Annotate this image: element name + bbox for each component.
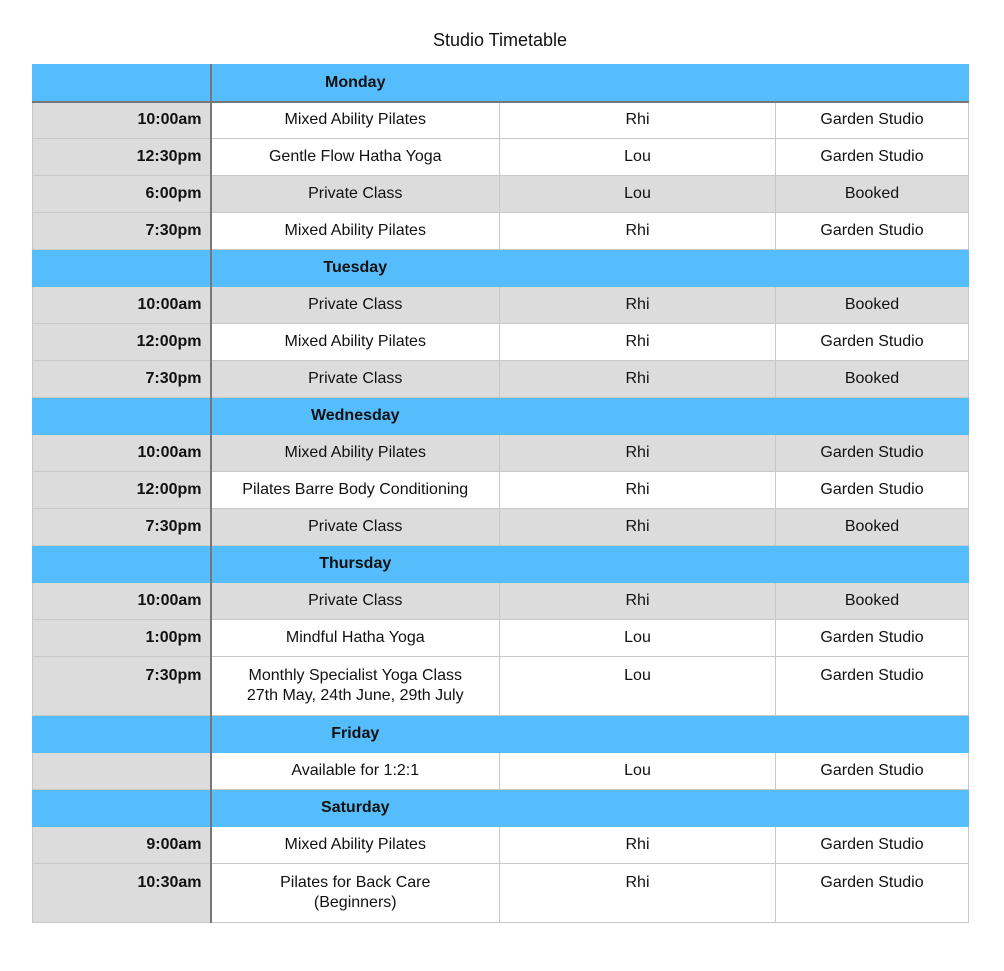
day-header-cell [33,546,211,583]
table-row [33,620,969,657]
class-name-cell [211,583,500,620]
teacher: Rhi [500,827,776,864]
table-row [33,361,969,398]
class-name: Mixed Ability Pilates [284,333,426,350]
class-name: Private Class [308,370,403,387]
day-header-cell [500,398,776,435]
class-time: 7:30pm [33,657,211,716]
teacher: Rhi [500,583,776,620]
class-time: 10:00am [33,287,211,324]
timetable-body [33,65,969,923]
table-row [33,102,969,139]
class-name: Private Class [308,592,403,609]
class-name-cell [211,361,500,398]
class-detail: (Beginners) [313,894,397,911]
class-name-cell [211,864,500,923]
timetable [32,64,969,923]
teacher: Lou [500,176,776,213]
class-name: Available for 1:2:1 [291,762,420,779]
class-name: Mixed Ability Pilates [284,444,426,461]
day-header-cell [776,398,969,435]
table-row [33,472,969,509]
day-header-row [33,716,969,753]
day-name: Wednesday [211,398,500,435]
day-header-cell [776,716,969,753]
day-header-cell [500,716,776,753]
location: Garden Studio [776,620,969,657]
table-row [33,583,969,620]
day-header-row [33,250,969,287]
location: Garden Studio [776,139,969,176]
class-name: Monthly Specialist Yoga Class [248,667,462,684]
table-row [33,435,969,472]
class-time: 12:00pm [33,472,211,509]
class-name-cell [211,435,500,472]
location: Garden Studio [776,102,969,139]
day-header-row [33,790,969,827]
class-name: Mixed Ability Pilates [284,111,426,129]
class-name-cell [211,324,500,361]
class-name-cell [211,176,500,213]
location: Booked [776,583,969,620]
class-time: 6:00pm [33,176,211,213]
teacher: Rhi [500,435,776,472]
class-name-cell [211,827,500,864]
teacher: Rhi [500,324,776,361]
teacher: Rhi [500,864,776,923]
class-name: Private Class [308,518,403,535]
day-header-cell [33,716,211,753]
class-name-cell [211,139,500,176]
day-header-cell [776,65,969,102]
day-header-row [33,398,969,435]
day-header-cell [776,790,969,827]
location: Garden Studio [776,435,969,472]
day-name: Thursday [211,546,500,583]
class-time [33,753,211,790]
class-time: 7:30pm [33,509,211,546]
class-time: 10:30am [33,864,211,923]
day-header-cell [776,250,969,287]
day-header-cell [33,250,211,287]
class-name: Private Class [308,296,403,313]
location: Booked [776,509,969,546]
location: Garden Studio [776,213,969,250]
day-header-cell [500,65,776,102]
class-name-cell [211,287,500,324]
location: Booked [776,176,969,213]
teacher: Lou [500,657,776,716]
teacher: Rhi [500,472,776,509]
class-time: 7:30pm [33,361,211,398]
day-name: Friday [211,716,500,753]
class-name-cell [211,213,500,250]
class-name: Mindful Hatha Yoga [285,629,425,646]
table-row [33,213,969,250]
teacher: Lou [500,139,776,176]
class-name-cell [211,102,500,139]
teacher: Lou [500,620,776,657]
day-header-cell [500,546,776,583]
class-time: 1:00pm [33,620,211,657]
class-detail: 27th May, 24th June, 29th July [246,687,464,704]
location: Garden Studio [776,864,969,923]
class-name: Mixed Ability Pilates [284,836,426,853]
class-name: Pilates for Back Care [280,874,431,891]
day-header-cell [33,65,211,102]
location: Garden Studio [776,827,969,864]
day-header-cell [33,398,211,435]
teacher: Rhi [500,361,776,398]
day-header-cell [500,250,776,287]
class-time: 7:30pm [33,213,211,250]
class-time: 10:00am [33,583,211,620]
day-name: Saturday [211,790,500,827]
day-header-cell [33,790,211,827]
table-row [33,864,969,923]
location: Booked [776,287,969,324]
teacher: Rhi [500,102,776,139]
class-name: Private Class [308,185,403,202]
location: Booked [776,361,969,398]
table-row [33,509,969,546]
class-name-cell [211,509,500,546]
table-row [33,139,969,176]
day-name: Monday [211,65,500,102]
class-time: 9:00am [33,827,211,864]
day-header-row [33,65,969,102]
class-name-cell [211,657,500,716]
table-row [33,827,969,864]
table-row [33,324,969,361]
class-time: 12:00pm [33,324,211,361]
location: Garden Studio [776,472,969,509]
teacher: Lou [500,753,776,790]
page-title: Studio Timetable [432,30,568,50]
class-name-cell [211,620,500,657]
table-row [33,287,969,324]
teacher: Rhi [500,213,776,250]
table-row [33,657,969,716]
teacher: Rhi [500,509,776,546]
class-name: Pilates Barre Body Conditioning [242,481,469,498]
location: Garden Studio [776,753,969,790]
class-time: 12:30pm [33,139,211,176]
class-time: 10:00am [33,102,211,139]
day-header-cell [776,546,969,583]
location: Garden Studio [776,324,969,361]
day-name: Tuesday [211,250,500,287]
table-row [33,176,969,213]
class-name-cell [211,753,500,790]
class-name: Gentle Flow Hatha Yoga [268,148,442,165]
day-header-cell [500,790,776,827]
location: Garden Studio [776,657,969,716]
class-time: 10:00am [33,435,211,472]
class-name: Mixed Ability Pilates [284,222,426,239]
day-header-row [33,546,969,583]
teacher: Rhi [500,287,776,324]
table-row [33,753,969,790]
class-name-cell [211,472,500,509]
